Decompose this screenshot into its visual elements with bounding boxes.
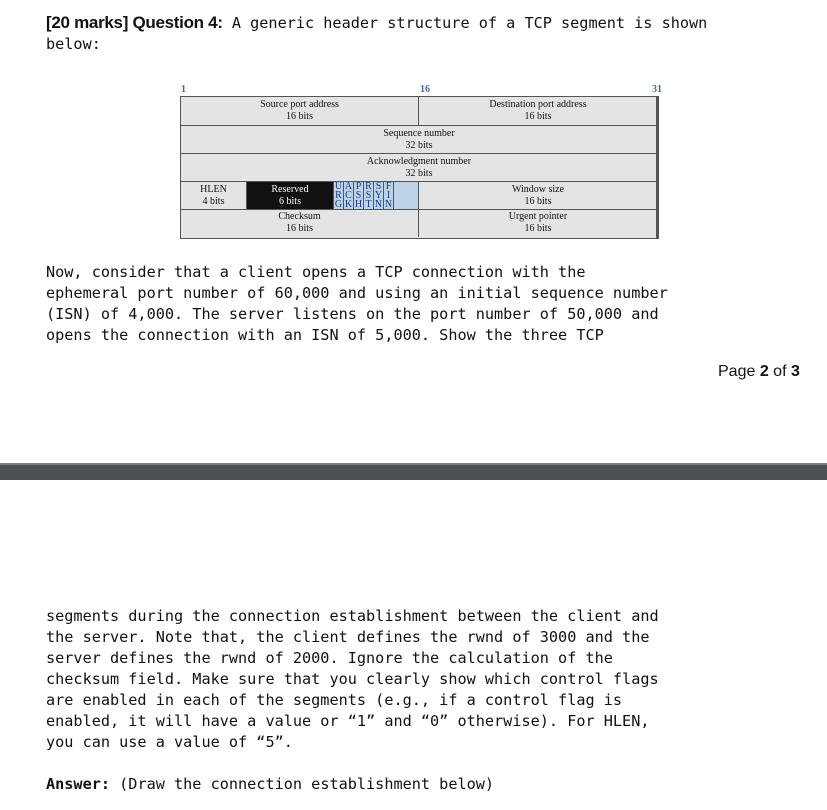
ack-cell bbox=[181, 154, 657, 182]
urgent-cell bbox=[419, 210, 657, 237]
flag-rst: R S T bbox=[364, 182, 374, 209]
answer-line bbox=[46, 774, 746, 795]
hlen-cell bbox=[181, 182, 247, 210]
flag-syn: S Y N bbox=[374, 181, 383, 210]
page-total: 3 bbox=[790, 363, 800, 380]
para1-line: Now, consider that a client opens a TCP connection with the bbox=[46, 263, 586, 281]
tcp-header-table bbox=[180, 96, 659, 239]
checksum-cell bbox=[181, 210, 419, 237]
tcp-header-diagram bbox=[180, 84, 660, 240]
hlen-bits: 4 bits bbox=[202, 196, 225, 207]
para2-line: segments during the connection establishment between the client and bbox=[46, 607, 659, 625]
source-port-label: Source port address bbox=[260, 99, 339, 110]
window-cell bbox=[419, 182, 657, 210]
sequence-label: Sequence number bbox=[383, 128, 455, 139]
question-header bbox=[46, 12, 816, 55]
page-of: of bbox=[768, 363, 791, 380]
source-port-bits: 16 bits bbox=[286, 111, 313, 122]
page-current: 2 bbox=[759, 363, 769, 380]
question-intro-line2: below: bbox=[46, 35, 101, 53]
reserved-label: Reserved bbox=[271, 184, 309, 195]
window-bits: 16 bits bbox=[524, 196, 552, 207]
control-flags-cell bbox=[334, 182, 419, 210]
flag-urg: U R G bbox=[334, 181, 343, 210]
ack-bits: 32 bits bbox=[405, 168, 433, 179]
sequence-cell bbox=[181, 126, 657, 154]
para1-line: ephemeral port number of 60,000 and using an initial sequence number bbox=[46, 284, 668, 302]
bit-label-1: 1 bbox=[181, 84, 186, 95]
flag-fin: F I N bbox=[384, 181, 393, 210]
urgent-label: Urgent pointer bbox=[508, 211, 568, 222]
checksum-label: Checksum bbox=[278, 211, 321, 222]
answer-label: Answer: bbox=[46, 775, 111, 793]
reserved-bits: 6 bits bbox=[279, 196, 301, 207]
dest-port-bits: 16 bits bbox=[524, 111, 552, 122]
question-paragraph-1 bbox=[46, 262, 816, 346]
hlen-label: HLEN bbox=[200, 184, 227, 195]
flag-ack: A C K bbox=[344, 181, 353, 210]
page-prefix: Page bbox=[718, 363, 760, 380]
source-port-cell bbox=[181, 97, 419, 126]
question-colon: : bbox=[217, 13, 223, 32]
urgent-bits: 16 bits bbox=[524, 223, 552, 234]
question-paragraph-2 bbox=[46, 606, 821, 753]
sequence-bits: 32 bits bbox=[405, 140, 433, 151]
para2-line: server defines the rwnd of 2000. Ignore the calculation of the bbox=[46, 649, 613, 667]
para2-line: the server. Note that, the client defines the rwnd of 3000 and the bbox=[46, 628, 650, 646]
page-number bbox=[718, 363, 800, 381]
para2-line: are enabled in each of the segments (e.g., if a control flag is bbox=[46, 691, 623, 709]
dest-port-cell bbox=[419, 97, 657, 126]
checksum-bits: 16 bits bbox=[286, 223, 313, 234]
bit-label-31: 31 bbox=[652, 84, 662, 95]
dest-port-label: Destination port address bbox=[489, 99, 587, 110]
reserved-cell bbox=[247, 182, 334, 210]
bit-label-16: 16 bbox=[420, 84, 430, 95]
answer-instruction: (Draw the connection establishment below) bbox=[110, 775, 495, 793]
para1-line: (ISN) of 4,000. The server listens on the port number of 50,000 and bbox=[46, 305, 659, 323]
question-intro-line1: A generic header structure of a TCP segment is shown bbox=[222, 14, 708, 32]
para2-line: enabled, it will have a value or “1” and “0” otherwise). For HLEN, bbox=[46, 712, 650, 730]
window-label: Window size bbox=[511, 184, 565, 195]
page-divider bbox=[0, 465, 827, 480]
ack-label: Acknowledgment number bbox=[366, 156, 472, 167]
flag-psh: P S H bbox=[354, 181, 363, 210]
para1-line: opens the connection with an ISN of 5,000. Show the three TCP bbox=[46, 326, 604, 344]
para2-line: checksum field. Make sure that you clearly show which control flags bbox=[46, 670, 659, 688]
question-marks-label: [20 marks] Question 4 bbox=[46, 13, 218, 32]
para2-line: you can use a value of “5”. bbox=[46, 733, 293, 751]
